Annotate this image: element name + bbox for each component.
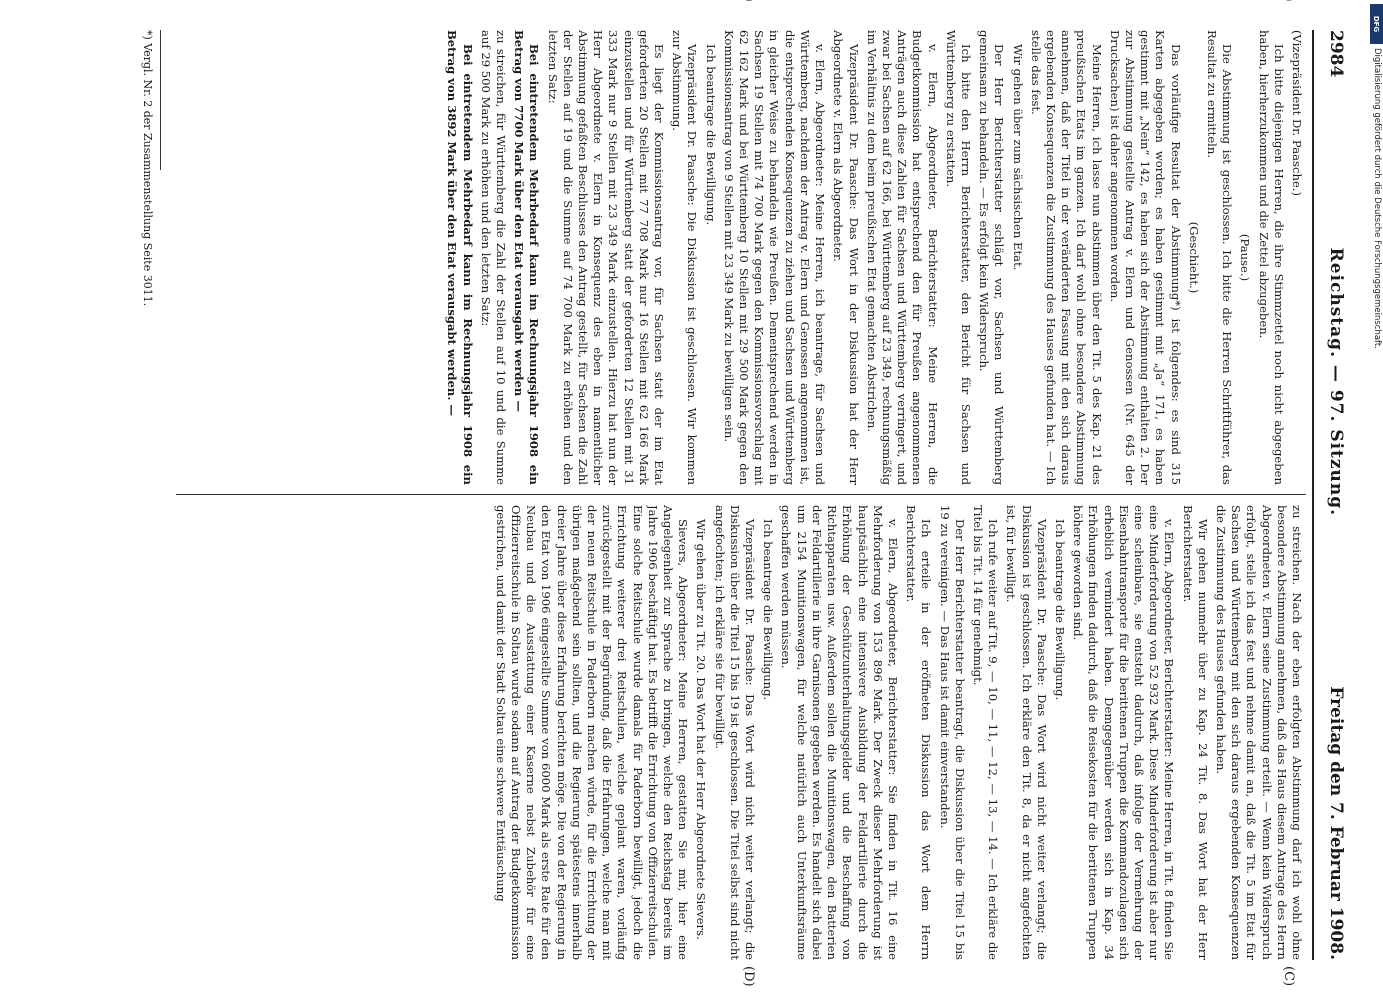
footnote-divider [160, 30, 161, 170]
margin-marker-b [741, 0, 756, 2]
session-title: Reichstag. — 97. Sitzung. [1326, 247, 1346, 517]
left-column [116, 30, 1304, 485]
paragraph: v. Elern, Abgeordneter, Berichterstatter: Meine Herren, in Tit. 8 finden Sie eine Minderforderung von 52 932 Mark. Diese Minderforderung ist aber nur eine scheinbare, sie entsteht dadurch, daß infolge der Vermehrung der Eisenbahntransporte für die berittenen Truppen die Kommandozulagen sich erheblich vermindert haben. Demgegenüber werden sich in Kap. 34 Erhöhungen finden dadurch, daß die Reisekosten für die berittenen Truppen höhere geworden sind. [1071, 505, 1177, 960]
digitization-credit: Digitalisierung gefördert durch die Deutsche Forschungsgemeinschaft. [1372, 48, 1382, 349]
paragraph: Wir gehen über zum sächsischen Etat. [1010, 44, 1025, 271]
page-number: 2984 [1326, 30, 1346, 78]
paragraph: Ich bitte diejenigen Herren, die ihre Stimmzettel noch nicht abgegeben haben, hierherzukommen und die Zettel abzugeben. [1256, 30, 1286, 485]
paragraph: Ich rufe weiter auf Tit. 9, — 10, — 11, — 12, — 13, — 14. — Ich erkläre die Titel bis Tit. 14 für genehmigt. [970, 505, 1001, 960]
column-divider [176, 494, 1306, 495]
footnote: *) Vergl. Nr. 2 der Zusammenstellung Seite 3011. [141, 30, 154, 307]
paragraph: Vizepräsident Dr. Paasche: Das Wort wird nicht weiter verlangt; die Diskussion ist geschlossen. Ich erkläre den Tit. 8, da er nicht angefochten ist, für bewilligt. [1004, 505, 1049, 960]
paragraph: Bei eintretendem Mehrbedarf kann im Rechnungsjahr 1908 ein Betrag von 3892 Mark über den Etat verausgabt werden. — [445, 30, 475, 485]
paragraph: Ich bitte den Herrn Berichterstatter, den Bericht für Sachsen und Württemberg zu erstatten. [943, 30, 973, 485]
paragraph: Vizepräsident Dr. Paasche: Das Wort wird nicht weiter verlangt; die Diskussion über die Titel 15 bis 19 ist geschlossen. Die Titel selbst sind nicht angefochten; ich erkläre sie für bewilligt. [712, 505, 758, 960]
paragraph: (Geschieht.) [1186, 221, 1201, 294]
page-header [1312, 30, 1346, 960]
paragraph: (Vizepräsident Dr. Paasche.) [1290, 30, 1304, 197]
paragraph: v. Elern, Abgeordneter, Berichterstatter: Sie finden in Tit. 16 eine Mehrforderung von 153 896 Mark. Der Zweck dieser Mehrforderung ist hauptsächlich eine intensivere Ausbildung der Feldartillerie durch die Erhöhung der Geschützunterhaltungsgelder und die Beschaffung von Richtapparaten usw. Außerdem sollen die Munitionswagen, den Batterien der Feldartillerie in ihre Garnisonen gegeben werden. Es handelt sich dabei um 2154 Munitionswagen, für welche natürlich auch Unterkunftsräume geschaffen werden müssen. [779, 505, 900, 960]
paragraph: Ich beantrage die Bewilligung. [761, 519, 776, 701]
paragraph: Wir gehen nunmehr über zu Kap. 24 Tit. 8. Das Wort hat der Herr Berichterstatter. [1180, 505, 1210, 960]
dfg-logo: DFG [1370, 4, 1383, 44]
paragraph: Sievers, Abgeordneter: Meine Herren, gestatten Sie mir, hier eine Angelegenheit zur Sprache zu bringen, welche den Reichstag bereits im Jahre 1906 beschäftigt hat. Es betrifft die Errichtung von Offizierreitschulen. Eine solche Reitschule wurde damals für Paderborn bewilligt, jedoch die Errichtung weiterer drei Reitschulen, welche geplant waren, vorläufig zurückgestellt mit der Begründung, daß die Erfahrungen, welche man mit der neuen Reitschule in Paderborn machen würde, für die Errichtung der übrigen maßgebend sein sollten, und die Regierung spätestens innerhalb dreier Jahre über diese Erfahrung berichten möge. Die von der Regierung in den Etat von 1906 eingestellte Summe von 6000 Mark als erste Rate für den Neubau und die Ausstattung einer Kaserne nebst Zubehör für eine Offizierreitschule in Soltau wurde sodann auf Antrag der Budgetkommission gestrichen, und damit der Stadt Soltau eine schwere Enttäuschung [493, 505, 691, 960]
paragraph: Die Abstimmung ist geschlossen. Ich bitte die Herren Schriftführer, das Resultat zu ermitteln. [1204, 30, 1235, 485]
paragraph: Vizepräsident Dr. Paasche: Die Diskussion ist geschlossen. Wir kommen zur Abstimmung. [670, 30, 700, 485]
session-date: Freitag den 7. Februar 1908. [1326, 686, 1346, 960]
paragraph: v. Elern, Abgeordneter: Meine Herren, ich beantrage, für Sachsen und Württemberg, nachdem der Antrag v. Elern und Genossen angenommen ist, die entsprechenden Konsequenzen zu ziehen und Sachsen und Württemberg in gleicher Weise zu behandeln wie Preußen. Dementsprechend werden in Sachsen 19 Stellen mit 74 700 Mark gegen den Kommissionsvorschlag mit 62 162 Mark und bei Württemberg 10 Stellen mit 29 500 Mark gegen den Kommissionsantrag von 9 Stellen mit 23 349 Mark zu bewilligen sein. [721, 30, 828, 485]
margin-marker-d: (D) [741, 966, 756, 987]
paragraph: Der Herr Berichterstatter beantragt, die Diskussion über die Titel 15 bis 19 zu vereinigen. — Das Haus ist damit einverstanden. [937, 505, 967, 960]
margin-marker-c: (C) [1281, 966, 1296, 987]
rotated-page-content [46, 0, 1376, 987]
margin-marker-a [1281, 0, 1296, 2]
paragraph: Ich erteile in der eröffneten Diskussion das Wort dem Herrn Berichterstatter. [904, 505, 934, 960]
paragraph: Bei eintretendem Mehrbedarf kann im Rechnungsjahr 1908 ein Betrag von 7700 Mark über den Etat verausgabt werden — [512, 30, 542, 485]
paragraph: zu streichen, für Württemberg die Zahl der Stellen auf 10 und die Summe auf 29 500 Mark zu erhöhen und den letzten Satz: [478, 30, 509, 485]
paragraph: Vizepräsident Dr. Paasche: Das Wort in der Diskussion hat der Herr Abgeordnete v. Elern als Abgeordneter. [831, 30, 861, 485]
paragraph: Der Herr Berichterstatter schlägt vor, Sachsen und Württemberg gemeinsam zu behandeln. — Es erfolgt kein Widerspruch. [977, 30, 1007, 485]
right-column [116, 505, 1304, 960]
paragraph: Es liegt der Kommissionsantrag vor, für Sachsen statt der im Etat geforderten 20 Stellen mit 77 708 Mark nur 16 Stellen mit 62 166 Mark einzustellen und für Württemberg statt der geforderten 12 Stellen mit 31 333 Mark nur 9 Stellen mit 23 349 Mark einzustellen. Hierzu hat nun der Herr Abgeordnete v. Elern in Konsequenz des eben in namentlicher Abstimmung gefaßten Beschlusses den Antrag gestellt, für Sachsen die Zahl der Stellen auf 19 und die Summe auf 74 700 Mark zu erhöhen und den letzten Satz: [545, 30, 667, 485]
paragraph: Meine Herren, ich lasse nun abstimmen über den Tit. 5 des Kap. 21 des preußischen Etats im ganzen. Ich darf wohl ohne besondere Abstimmung annehmen, daß der Titel in der veränderten Fassung mit den sich daraus ergebenden Konsequenzen die Zustimmung des Hauses gefunden hat. — Ich stelle das fest. [1028, 30, 1104, 485]
paragraph: Das vorläufige Resultat der Abstimmung*) ist folgendes: es sind 315 Karten abgegeben worden; es haben gestimmt mit „Ja“ 171, es haben gestimmt mit „Nein“ 142, es haben sich der Abstimmung enthalten 2. Der zur Abstimmung gestellte Antrag v. Elern und Genossen (Nr. 645 der Drucksachen) ist daher angenommen worden. [1107, 30, 1183, 485]
paragraph: Wir gehen über zu Tit. 20. Das Wort hat der Herr Abgeordnete Sievers. [694, 519, 709, 940]
paragraph: Ich beantrage die Bewilligung. [703, 44, 718, 226]
paragraph: v. Elern, Abgeordneter, Berichterstatter: Meine Herren, die Budgetkommission hat entsprechend den für Preußen angenommenen Anträgen auch diese Zahlen für Sachsen und Württemberg verringert, und zwar bei Sachsen auf 62 166, bei Württemberg auf 23 349, rechnungsmäßig im Verhältnis zu dem beim preußischen Etat gemachten Abstrichen. [864, 30, 940, 485]
paragraph: (Pause.) [1238, 233, 1253, 282]
paragraph: zu streichen. Nach der eben erfolgten Abstimmung darf ich wohl ohne besondere Abstimmung annehmen, daß das Haus diesem Antrage des Herrn Abgeordneten v. Elern seine Zustimmung erteilt. — Wenn kein Widerspruch erfolgt, stelle ich das fest und nehme damit an, daß die Tit. 5 im Etat für Sachsen und Württemberg mit den sich daraus ergebenden Konsequenzen die Zustimmung des Hauses gefunden haben. [1213, 505, 1304, 960]
paragraph: Ich beantrage die Bewilligung. [1052, 519, 1067, 701]
